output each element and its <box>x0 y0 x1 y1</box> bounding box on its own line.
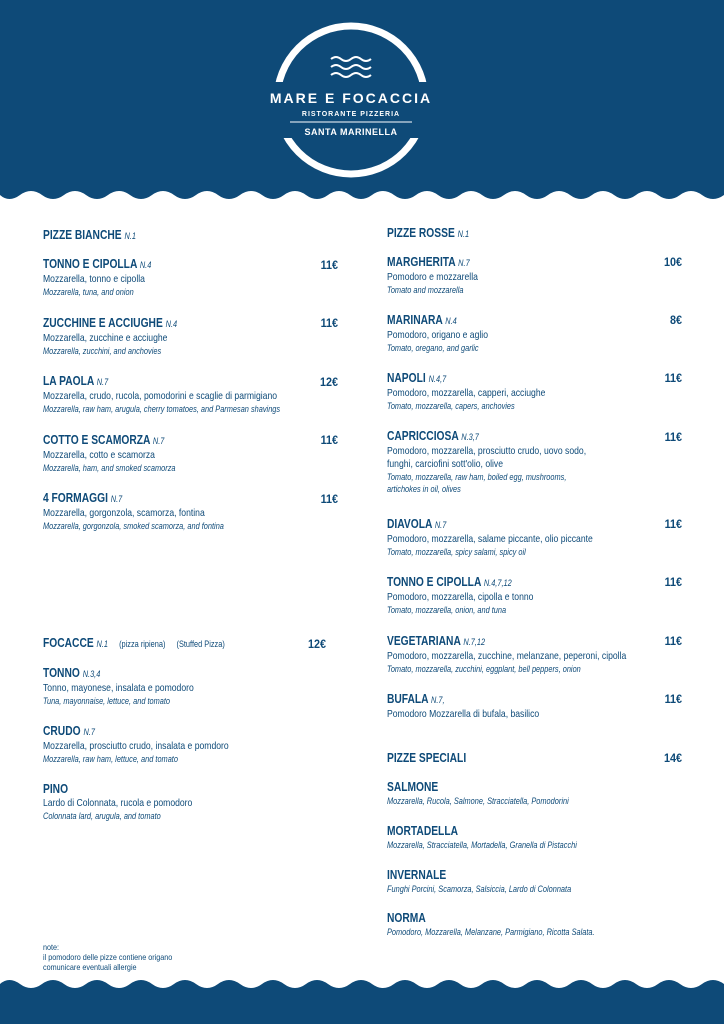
item-allergens: N.7 <box>152 436 165 446</box>
item-description-en: Mozzarella, gorgonzola, smoked scamorza, and fontina <box>43 521 224 531</box>
item-description: Mozzarella, crudo, rucola, pomodorini e scaglie di parmigiano <box>43 390 278 402</box>
allergen-note: N.1 <box>457 229 470 239</box>
item-description-en: Tomato, mozzarella, raw ham, boiled egg, mushrooms, <box>387 472 567 482</box>
item-allergens: N.7 <box>110 494 123 504</box>
item-price: 12€ <box>319 375 338 389</box>
item-allergens: N.4,7 <box>428 374 447 384</box>
item-description: Pomodoro, mozzarella, capperi, acciughe <box>387 387 546 399</box>
section-pizze-speciali <box>387 751 466 765</box>
item-description: funghi, carciofini sott'olio, olive <box>387 458 504 470</box>
item-allergens: N.7, <box>431 695 445 705</box>
item-description: Mozzarella, cotto e scamorza <box>43 449 155 461</box>
menu-item <box>387 575 687 616</box>
item-name: VEGETARIANA <box>387 634 461 648</box>
menu-item <box>387 371 687 412</box>
item-name: PINO <box>43 782 69 796</box>
section-price: 12€ <box>307 637 326 651</box>
item-description-en: Mozzarella, raw ham, lettuce, and tomato <box>43 754 178 764</box>
section-focacce <box>43 636 225 650</box>
menu-item <box>387 429 687 495</box>
item-description: Funghi Porcini, Scamorza, Salsiccia, Lardo di Colonnata <box>387 884 572 894</box>
item-description: Pomodoro, mozzarella, salame piccante, olio piccante <box>387 533 593 545</box>
item-name: MARGHERITA <box>387 255 456 269</box>
item-description-en: Tomato, mozzarella, spicy salami, spicy oil <box>387 547 526 557</box>
item-description-en: artichokes in oil, olives <box>387 484 461 494</box>
item-price: 11€ <box>664 575 682 589</box>
item-price: 11€ <box>664 371 682 385</box>
menu-item <box>43 491 343 532</box>
item-price: 11€ <box>320 258 338 272</box>
item-price: 11€ <box>320 433 338 447</box>
menu-item <box>387 911 687 938</box>
allergy-notes <box>43 942 172 972</box>
menu-item <box>43 782 343 822</box>
item-description-en: Tomato, mozzarella, onion, and tuna <box>387 605 507 615</box>
item-name: MORTADELLA <box>387 824 458 838</box>
menu-item <box>43 316 343 357</box>
brand-subtitle: RISTORANTE PIZZERIA <box>301 111 401 118</box>
menu-item <box>387 634 687 675</box>
allergen-note: N.1 <box>96 639 109 649</box>
item-name: BUFALA <box>387 692 429 706</box>
menu-item <box>43 433 343 474</box>
notes-line: comunicare eventuali allergie <box>43 962 137 972</box>
item-name: TONNO E CIPOLLA <box>43 257 137 271</box>
item-price: 11€ <box>320 316 338 330</box>
item-name: 4 FORMAGGI <box>43 491 108 505</box>
menu-item <box>43 724 343 765</box>
item-description: Pomodoro Mozzarella di bufala, basilico <box>387 708 540 720</box>
item-allergens: N.4,7,12 <box>483 578 512 588</box>
item-allergens: N.7 <box>96 377 109 387</box>
item-description: Pomodoro, Mozzarella, Melanzane, Parmigiano, Ricotta Salata. <box>387 927 595 937</box>
item-name: TONNO <box>43 666 80 680</box>
menu-item <box>387 313 687 354</box>
item-description: Pomodoro e mozzarella <box>387 271 478 283</box>
focacce-note-it: (pizza ripiena) <box>119 639 166 649</box>
item-description-en: Tomato, mozzarella, capers, anchovies <box>387 401 515 411</box>
item-name: COTTO E SCAMORZA <box>43 433 151 447</box>
item-allergens: N.4 <box>139 260 152 270</box>
menu-item <box>43 257 343 298</box>
item-price: 10€ <box>663 255 682 269</box>
notes-line: il pomodoro delle pizze contiene origano <box>43 952 173 962</box>
section-price: 14€ <box>663 751 682 765</box>
menu-item <box>387 824 687 851</box>
item-allergens: N.3,7 <box>461 432 479 442</box>
brand-name: MARE E FOCACCIA <box>269 90 433 106</box>
item-name: SALMONE <box>387 780 439 794</box>
item-name: CRUDO <box>43 724 81 738</box>
menu-item <box>387 780 687 807</box>
item-allergens: N.3,4 <box>82 669 101 679</box>
menu-item <box>387 692 687 721</box>
notes-label: note: <box>43 942 60 952</box>
item-price: 8€ <box>669 313 682 327</box>
item-description: Mozzarella, tonno e cipolla <box>43 273 145 285</box>
item-description-en: Tomato, oregano, and garlic <box>387 343 479 353</box>
item-description-en: Tuna, mayonnaise, lettuce, and tomato <box>43 696 171 706</box>
item-description-en: Colonnata lard, arugula, and tomato <box>43 811 161 821</box>
item-description: Mozzarella, Rucola, Salmone, Stracciatella, Pomodorini <box>387 796 569 806</box>
item-name: NORMA <box>387 911 426 925</box>
item-description: Lardo di Colonnata, rucola e pomodoro <box>43 797 193 809</box>
item-allergens: N.4 <box>445 316 457 326</box>
item-description: Pomodoro, origano e aglio <box>387 329 489 341</box>
item-description-en: Tomato and mozzarella <box>387 285 464 295</box>
item-allergens: N.7,12 <box>463 637 486 647</box>
item-name: LA PAOLA <box>43 374 94 388</box>
item-description-en: Mozzarella, ham, and smoked scamorza <box>43 463 176 473</box>
menu-item <box>387 517 687 558</box>
item-name: MARINARA <box>387 313 443 327</box>
item-description-en: Mozzarella, tuna, and onion <box>43 287 134 297</box>
item-description: Mozzarella, zucchine e acciughe <box>43 332 168 344</box>
focacce-note-en: (Stuffed Pizza) <box>176 639 225 649</box>
item-allergens: N.7 <box>458 258 470 268</box>
item-allergens: N.4 <box>165 319 178 329</box>
item-price: 11€ <box>664 517 682 531</box>
menu-item <box>387 255 687 296</box>
section-title: PIZZE BIANCHE <box>43 228 122 242</box>
menu-item <box>43 666 343 707</box>
item-name: ZUCCHINE E ACCIUGHE <box>43 316 163 330</box>
item-description-en: Mozzarella, zucchini, and anchovies <box>43 346 162 356</box>
item-allergens: N.7 <box>83 727 95 737</box>
item-description-en: Mozzarella, raw ham, arugula, cherry tomatoes, and Parmesan shavings <box>43 404 281 414</box>
item-allergens: N.7 <box>434 520 447 530</box>
item-description: Pomodoro, mozzarella, zucchine, melanzane, peperoni, cipolla <box>387 650 627 662</box>
allergen-note: N.1 <box>124 231 136 241</box>
section-title: PIZZE ROSSE <box>387 226 455 240</box>
item-description: Tonno, mayonese, insalata e pomodoro <box>43 682 194 694</box>
menu-item <box>43 374 343 415</box>
item-description-en: Tomato, mozzarella, zucchini, eggplant, bell peppers, onion <box>387 664 581 674</box>
section-title: FOCACCE <box>43 636 94 650</box>
item-description: Mozzarella, Stracciatella, Mortadella, Granella di Pistacchi <box>387 840 577 850</box>
item-description: Pomodoro, mozzarella, prosciutto crudo, uovo sodo, <box>387 445 587 457</box>
item-name: TONNO E CIPOLLA <box>387 575 481 589</box>
menu-item <box>387 868 687 895</box>
section-pizze-rosse <box>387 226 469 240</box>
item-price: 11€ <box>664 634 682 648</box>
brand-city: SANTA MARINELLA <box>304 127 398 137</box>
item-name: CAPRICCIOSA <box>387 429 459 443</box>
section-pizze-bianche <box>43 228 136 242</box>
item-name: DIAVOLA <box>387 517 432 531</box>
item-name: INVERNALE <box>387 868 447 882</box>
item-description: Mozzarella, prosciutto crudo, insalata e pomdoro <box>43 740 229 752</box>
item-price: 11€ <box>320 492 338 506</box>
item-price: 11€ <box>664 430 682 444</box>
item-description: Pomodoro, mozzarella, cipolla e tonno <box>387 591 534 603</box>
section-title: PIZZE SPECIALI <box>387 751 467 765</box>
item-description: Mozzarella, gorgonzola, scamorza, fontina <box>43 507 205 519</box>
item-name: NAPOLI <box>387 371 426 385</box>
header-banner <box>0 0 724 215</box>
item-price: 11€ <box>664 692 682 706</box>
